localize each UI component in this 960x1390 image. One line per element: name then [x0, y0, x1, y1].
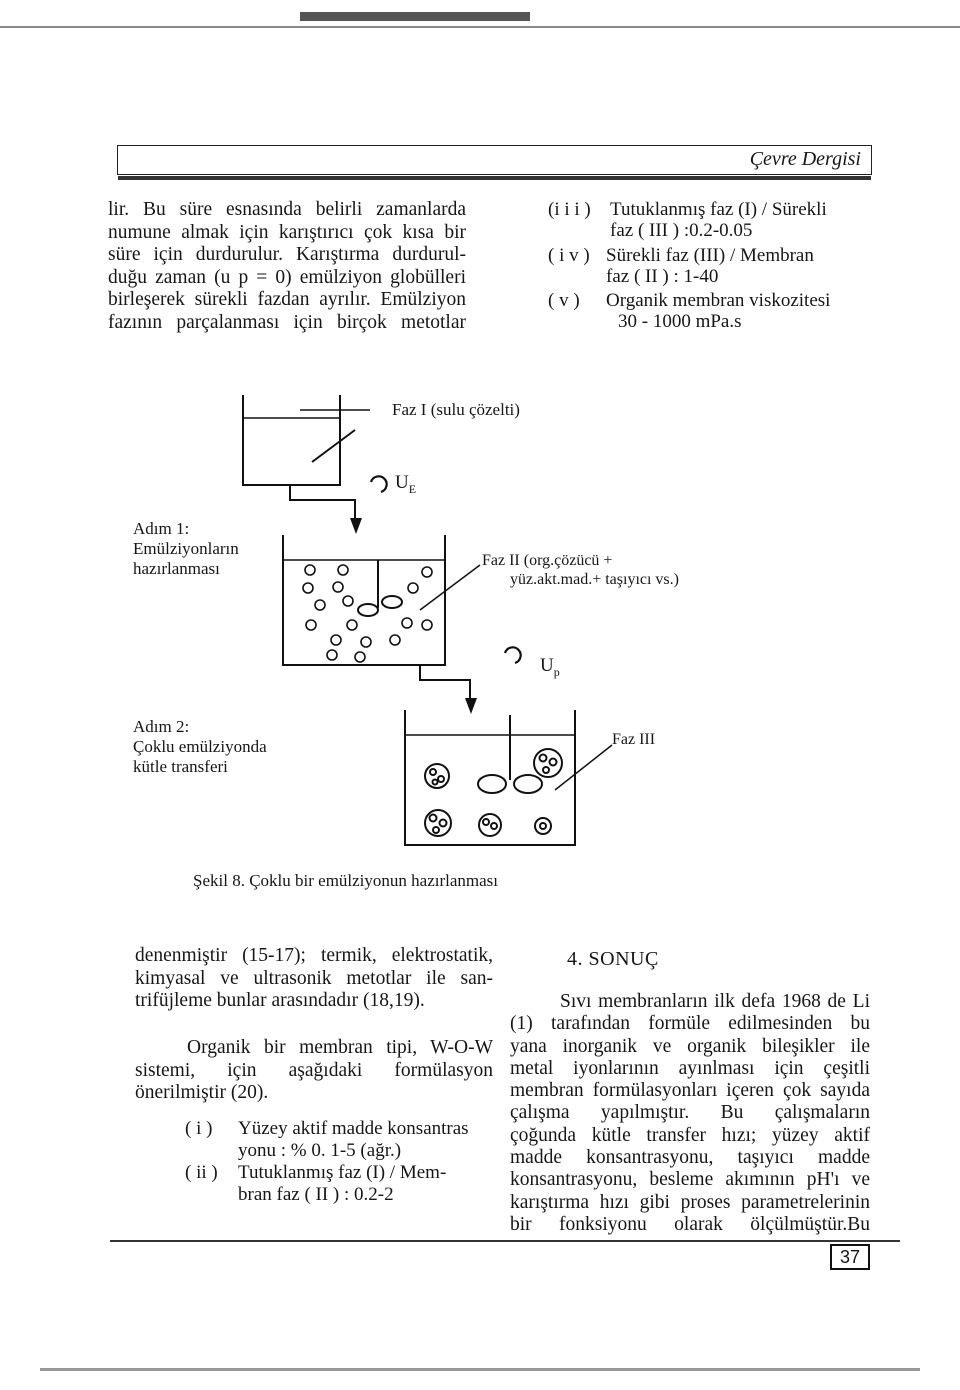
ue-symbol: U [395, 472, 409, 493]
arrow-down-icon [465, 698, 477, 714]
item-text: faz ( II ) : 1-40 [606, 266, 719, 287]
droplet [303, 583, 313, 593]
journal-header [117, 145, 872, 175]
formulation-item-ii [185, 1162, 505, 1206]
transfer-pipe-2 [420, 665, 470, 700]
scan-mark-top [300, 12, 530, 21]
item-text: Yüzey aktif madde konsantras [238, 1118, 469, 1139]
leader-line-faz3 [555, 745, 612, 790]
label-step2 [133, 717, 267, 777]
left-bottom-paragraph-2 [135, 1037, 493, 1105]
scan-edge-bottom [40, 1368, 920, 1371]
step2-line: Çoklu emülziyonda [133, 737, 267, 756]
text-line: çalışma yapılmıştır. Bu çalışmaların [510, 1102, 870, 1124]
rotation-icon [371, 476, 387, 492]
item-text: Sürekli faz (III) / Membran [606, 245, 814, 266]
stirrer-blade [358, 604, 378, 616]
text-line: denenmiştir (15-17); termik, elektrostatik, [135, 945, 493, 966]
text-line: sistemi, için aşağıdaki formülasyon [135, 1059, 493, 1081]
item-text: Tutuklanmış faz (I) / Mem- [238, 1162, 447, 1183]
header-rule [118, 176, 871, 180]
item-text: bran faz ( II ) : 0.2-2 [238, 1184, 394, 1205]
text-line: Sıvı membranların ilk defa 1968 de Li [560, 991, 870, 1012]
droplet [402, 618, 412, 628]
droplet [333, 582, 343, 592]
label-faz2-line1: Faz II (org.çözücü + [482, 552, 613, 569]
label-faz1: Faz I (sulu çözelti) [392, 400, 520, 419]
figure-caption: Şekil 8. Çoklu bir emülziyonun hazırlanması [193, 871, 499, 890]
section-title-sonuc: 4. SONUÇ [567, 948, 659, 970]
up-subscript: p [553, 664, 560, 679]
item-number: ( i v ) [548, 245, 590, 266]
journal-title: Çevre Dergisi [749, 148, 861, 170]
text-line: birleşerek sürekli fazdan ayrılır. Emülziyon [108, 289, 466, 310]
droplet [327, 650, 337, 660]
rotation-icon [505, 647, 521, 663]
emulsion-diagram [0, 380, 960, 860]
droplet [315, 600, 325, 610]
up-symbol: U [540, 655, 554, 676]
label-up [540, 657, 560, 681]
globule [535, 818, 551, 834]
item-number: ( i ) [185, 1118, 213, 1139]
droplet [305, 565, 315, 575]
droplet [361, 637, 371, 647]
right-bottom-paragraph [510, 991, 870, 1236]
left-bottom-paragraph-1 [135, 945, 493, 1013]
item-text: faz ( III ) :0.2-0.05 [610, 220, 753, 241]
item-number: ( ii ) [185, 1162, 218, 1183]
item-number: (i i i ) [548, 199, 591, 220]
text-line: süre için durdurulur. Karıştırma durdurul- [108, 244, 466, 265]
droplet [422, 620, 432, 630]
text-line: yana inorganik ve organik bileşikler ile [510, 1035, 870, 1057]
text-line: çoğunda kütle transfer hızı; yüzey aktif [510, 1124, 870, 1146]
droplet [390, 635, 400, 645]
text-line: membran formülasyonları içeren çok sayıda [510, 1080, 870, 1102]
text-line: fazının parçalanması için birçok metotlar [108, 311, 466, 333]
formulation-item-v [548, 290, 878, 334]
scan-edge-top [0, 26, 960, 28]
text-line: önerilmiştir (20). [135, 1082, 269, 1103]
step2-line: kütle transferi [133, 757, 228, 776]
globule [479, 814, 501, 836]
item-text: 30 - 1000 mPa.s [618, 311, 742, 332]
globule [425, 764, 449, 788]
stirrer-blade [478, 775, 506, 793]
vessel-faz2 [283, 535, 445, 665]
droplet [306, 620, 316, 630]
text-line: metal iyonlarının ayınlması için çeşitli [510, 1057, 870, 1079]
text-line: numune almak için karıştırıcı çok kısa bir [108, 221, 466, 243]
text-line: (1) tarafından formüle edilmesinden bu [510, 1013, 870, 1035]
text-line: bir fonksiyonu olarak ölçülmüştür.Bu [510, 1213, 870, 1235]
droplet [331, 635, 341, 645]
droplet [422, 567, 432, 577]
text-line: trifüjleme bunlar arasındadır (18,19). [135, 990, 425, 1011]
globule [425, 810, 451, 836]
stirrer-blade [382, 596, 402, 608]
text-line: karıştırma hızı gibi proses parametrelerinin [510, 1191, 870, 1213]
label-step1 [133, 519, 239, 579]
droplet [347, 620, 357, 630]
step2-line: Adım 2: [133, 717, 190, 736]
droplet [355, 652, 365, 662]
label-faz2-line2: yüz.akt.mad.+ taşıyıcı vs.) [510, 571, 679, 588]
text-line: kimyasal ve ultrasonik metotlar ile san- [135, 967, 493, 989]
droplet [343, 596, 353, 606]
label-faz3: Faz III [612, 731, 656, 748]
text-line: Organik bir membran tipi, W-O-W [187, 1037, 493, 1058]
vessel-faz1 [243, 395, 340, 485]
footer-rule [110, 1240, 900, 1242]
item-text: yonu : % 0. 1-5 (ağr.) [238, 1140, 402, 1161]
transfer-pipe-1 [290, 485, 355, 520]
item-text: Tutuklanmış faz (I) / Sürekli [610, 199, 827, 220]
label-ue [395, 474, 416, 498]
left-top-paragraph [108, 199, 466, 334]
stirrer-blade [514, 775, 542, 793]
formulation-item-iii [548, 199, 878, 243]
droplet [408, 583, 418, 593]
text-line: madde konsantrasyonu, taşıyıcı madde [510, 1147, 870, 1169]
page-number: 37 [830, 1244, 870, 1270]
step1-line: Adım 1: [133, 519, 190, 538]
formulation-item-iv [548, 245, 878, 289]
globule [534, 749, 562, 777]
leader-line-faz2 [420, 565, 480, 610]
step1-line: hazırlanması [133, 559, 220, 578]
item-number: ( v ) [548, 290, 580, 311]
stirrer-arm [312, 430, 355, 462]
item-text: Organik membran viskozitesi [606, 290, 831, 311]
text-line: lir. Bu süre esnasında belirli zamanlarda [108, 199, 466, 220]
text-line: duğu zaman (u p = 0) emülziyon globülleri [108, 266, 466, 288]
text-line: konsantrasyonu, besleme akımının pH'ı ve [510, 1169, 870, 1191]
ue-subscript: E [408, 481, 417, 496]
formulation-item-i [185, 1118, 505, 1162]
droplet [338, 565, 348, 575]
step1-line: Emülziyonların [133, 539, 239, 558]
arrow-down-icon [350, 518, 362, 534]
